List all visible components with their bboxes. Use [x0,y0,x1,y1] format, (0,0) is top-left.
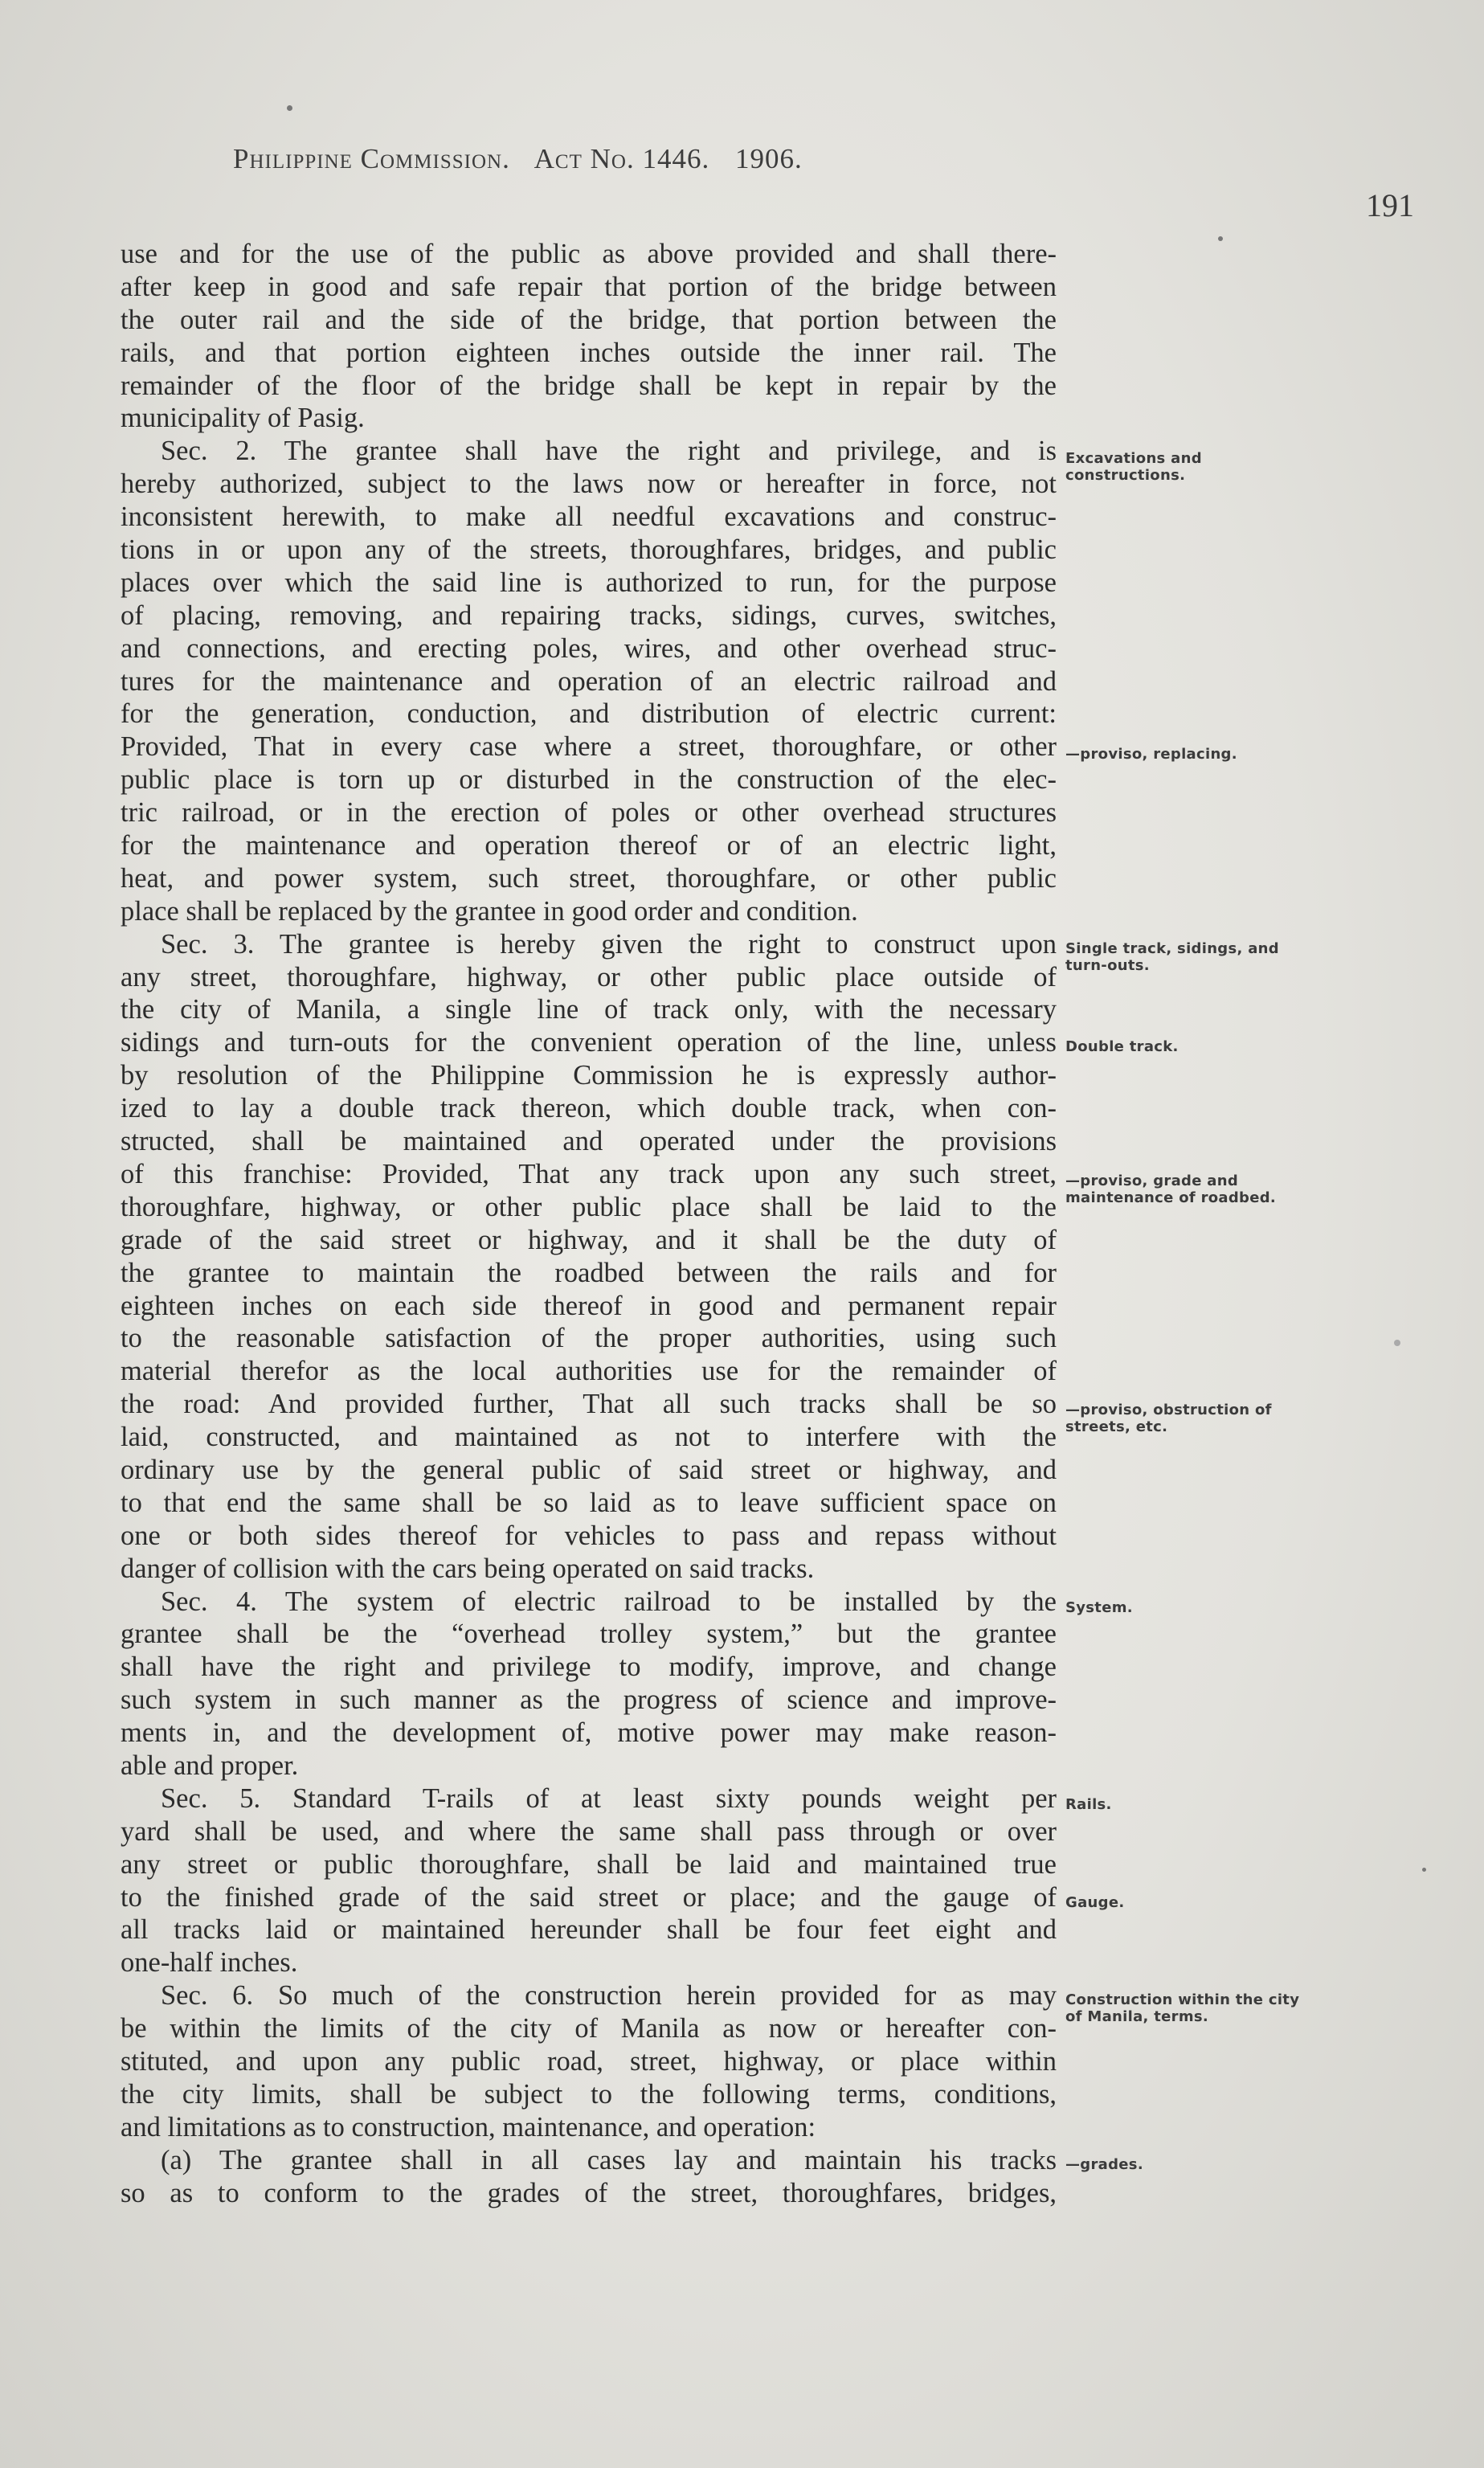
section-5-start: Sec. 5. Standard T-rails of at least sixty pounds weight per [161,1782,1057,1814]
text-line: of placing, removing, and repairing tracks, sidings, curves, switches, [121,600,1057,631]
text-line: places over which the said line is authorized to run, for the purpose [121,567,1057,598]
text-line: remainder of the floor of the bridge shall be kept in repair by the [121,370,1057,401]
text-line: able and proper. [121,1750,299,1781]
text-line: material therefor as the local authorities use for the remainder of [121,1356,1057,1387]
text-line: one or both sides thereof for vehicles to pass and repass without [121,1520,1057,1551]
margin-note-system: System. [1065,1599,1133,1616]
text-line: sidings and turn-outs for the convenient operation of the line, unless [121,1027,1057,1058]
text-line: for the maintenance and operation thereof or of an electric light, [121,830,1057,862]
text-line: inconsistent herewith, to make all needful excavations and construc- [121,501,1057,533]
text-line: stituted, and upon any public road, street, highway, or place within [121,2045,1057,2077]
text-line: municipality of Pasig. [121,403,365,434]
section-3-start: Sec. 3. The grantee is hereby given the right to construct upon [161,928,1057,960]
clause-a-start: (a) The grantee shall in all cases lay and maintain his tracks [161,2144,1057,2175]
text-line: the city of Manila, a single line of track only, with the necessary [121,994,1057,1025]
text-line: yard shall be used, and where the same shall pass through or over [121,1815,1057,1847]
text-line: the outer rail and the side of the bridge, that portion between the [121,304,1057,335]
section-6-start: Sec. 6. So much of the construction herein provided for as may [161,1980,1057,2012]
margin-note-excavations: Excavations and constructions. [1065,450,1202,484]
text-line: place shall be replaced by the grantee in good order and condition. [121,895,858,927]
margin-note-gauge: Gauge. [1065,1894,1125,1911]
text-line: tions in or upon any of the streets, thoroughfares, bridges, and public [121,534,1057,566]
text-line: the city limits, shall be subject to the following terms, conditions, [121,2078,1057,2110]
page-number: 191 [1366,187,1414,223]
text-line: after keep in good and safe repair that portion of the bridge between [121,271,1057,302]
section-4-start: Sec. 4. The system of electric railroad to be installed by the [161,1586,1057,1617]
margin-note-proviso-obstruction: —proviso, obstruction of streets, etc. [1065,1402,1272,1435]
text-line: Provided, That in every case where a street, thoroughfare, or other [121,731,1057,763]
text-line: shall have the right and privilege to modify, improve, and change [121,1651,1057,1683]
text-line: danger of collision with the cars being operated on said tracks. [121,1553,815,1584]
text-line: tric railroad, or in the erection of poles or other overhead structures [121,797,1057,829]
act-number: Act No. 1446. [534,143,710,174]
paper-speck [1422,1868,1426,1872]
text-line: grade of the said street or highway, and it shall be the duty of [121,1224,1057,1255]
text-line: rails, and that portion eighteen inches outside the inner rail. The [121,337,1057,368]
text-line: the road: And provided further, That all such tracks shall be so [121,1389,1057,1420]
margin-note-construction-manila: Construction within the city of Manila, terms. [1065,1991,1300,2025]
paper-speck [1218,236,1223,241]
margin-note-grades: —grades. [1065,2156,1143,2173]
text-line: eighteen inches on each side thereof in good and permanent repair [121,1290,1057,1321]
text-line: any street, thoroughfare, highway, or other public place outside of [121,961,1057,993]
text-line: of this franchise: Provided, That any track upon any such street, [121,1158,1057,1189]
text-line: such system in such manner as the progress of science and improve- [121,1684,1057,1716]
margin-note-proviso-replacing: —proviso, replacing. [1065,746,1237,763]
text-line: any street or public thoroughfare, shall be laid and maintained true [121,1848,1057,1880]
text-line: public place is torn up or disturbed in the construction of the elec- [121,764,1057,796]
margin-note-rails: Rails. [1065,1796,1112,1813]
running-title: Philippine Commission. [233,143,510,174]
margin-note-proviso-grade: —proviso, grade and maintenance of roadbed. [1065,1173,1277,1206]
text-line: heat, and power system, such street, thoroughfare, or other public [121,862,1057,894]
text-line: by resolution of the Philippine Commission he is expressly author- [121,1060,1057,1091]
margin-note-double-track: Double track. [1065,1038,1179,1055]
text-line: tures for the maintenance and operation of an electric railroad and [121,665,1057,697]
running-head [233,143,956,175]
act-year: 1906. [734,143,803,174]
section-2-start: Sec. 2. The grantee shall have the right and privilege, and is [161,436,1057,467]
text-line: ordinary use by the general public of said street or highway, and [121,1454,1057,1485]
text-line: hereby authorized, subject to the laws now or hereafter in force, not [121,469,1057,500]
text-line: to the finished grade of the said street or place; and the gauge of [121,1881,1057,1913]
text-line: to that end the same shall be so laid as to leave sufficient space on [121,1487,1057,1518]
text-line: grantee shall be the “overhead trolley system,” but the grantee [121,1619,1057,1650]
text-line: laid, constructed, and maintained as not to interfere with the [121,1422,1057,1453]
body-text [121,238,1057,2209]
text-line: ments in, and the development of, motive power may make reason- [121,1717,1057,1749]
text-line: structed, shall be maintained and operated under the provisions [121,1126,1057,1157]
text-line: for the generation, conduction, and distribution of electric current: [121,698,1057,730]
paper-speck [287,105,292,111]
paper-speck [1394,1340,1400,1346]
text-line: and connections, and erecting poles, wires, and other overhead struc- [121,632,1057,664]
text-line: one-half inches. [121,1947,298,1979]
text-line: thoroughfare, highway, or other public place shall be laid to the [121,1191,1057,1222]
text-line: use and for the use of the public as above provided and shall there- [121,239,1057,269]
text-line: to the reasonable satisfaction of the proper authorities, using such [121,1323,1057,1354]
text-line: so as to conform to the grades of the street, thoroughfares, bridges, [121,2177,1057,2208]
text-line: be within the limits of the city of Manila as now or hereafter con- [121,2013,1057,2044]
text-line: all tracks laid or maintained hereunder shall be four feet eight and [121,1914,1057,1946]
text-line: ized to lay a double track thereon, which double track, when con- [121,1093,1057,1124]
text-line: and limitations as to construction, maintenance, and operation: [121,2111,816,2143]
text-line: the grantee to maintain the roadbed between the rails and for [121,1257,1057,1288]
margin-note-single-track: Single track, sidings, and turn-outs. [1065,940,1279,974]
